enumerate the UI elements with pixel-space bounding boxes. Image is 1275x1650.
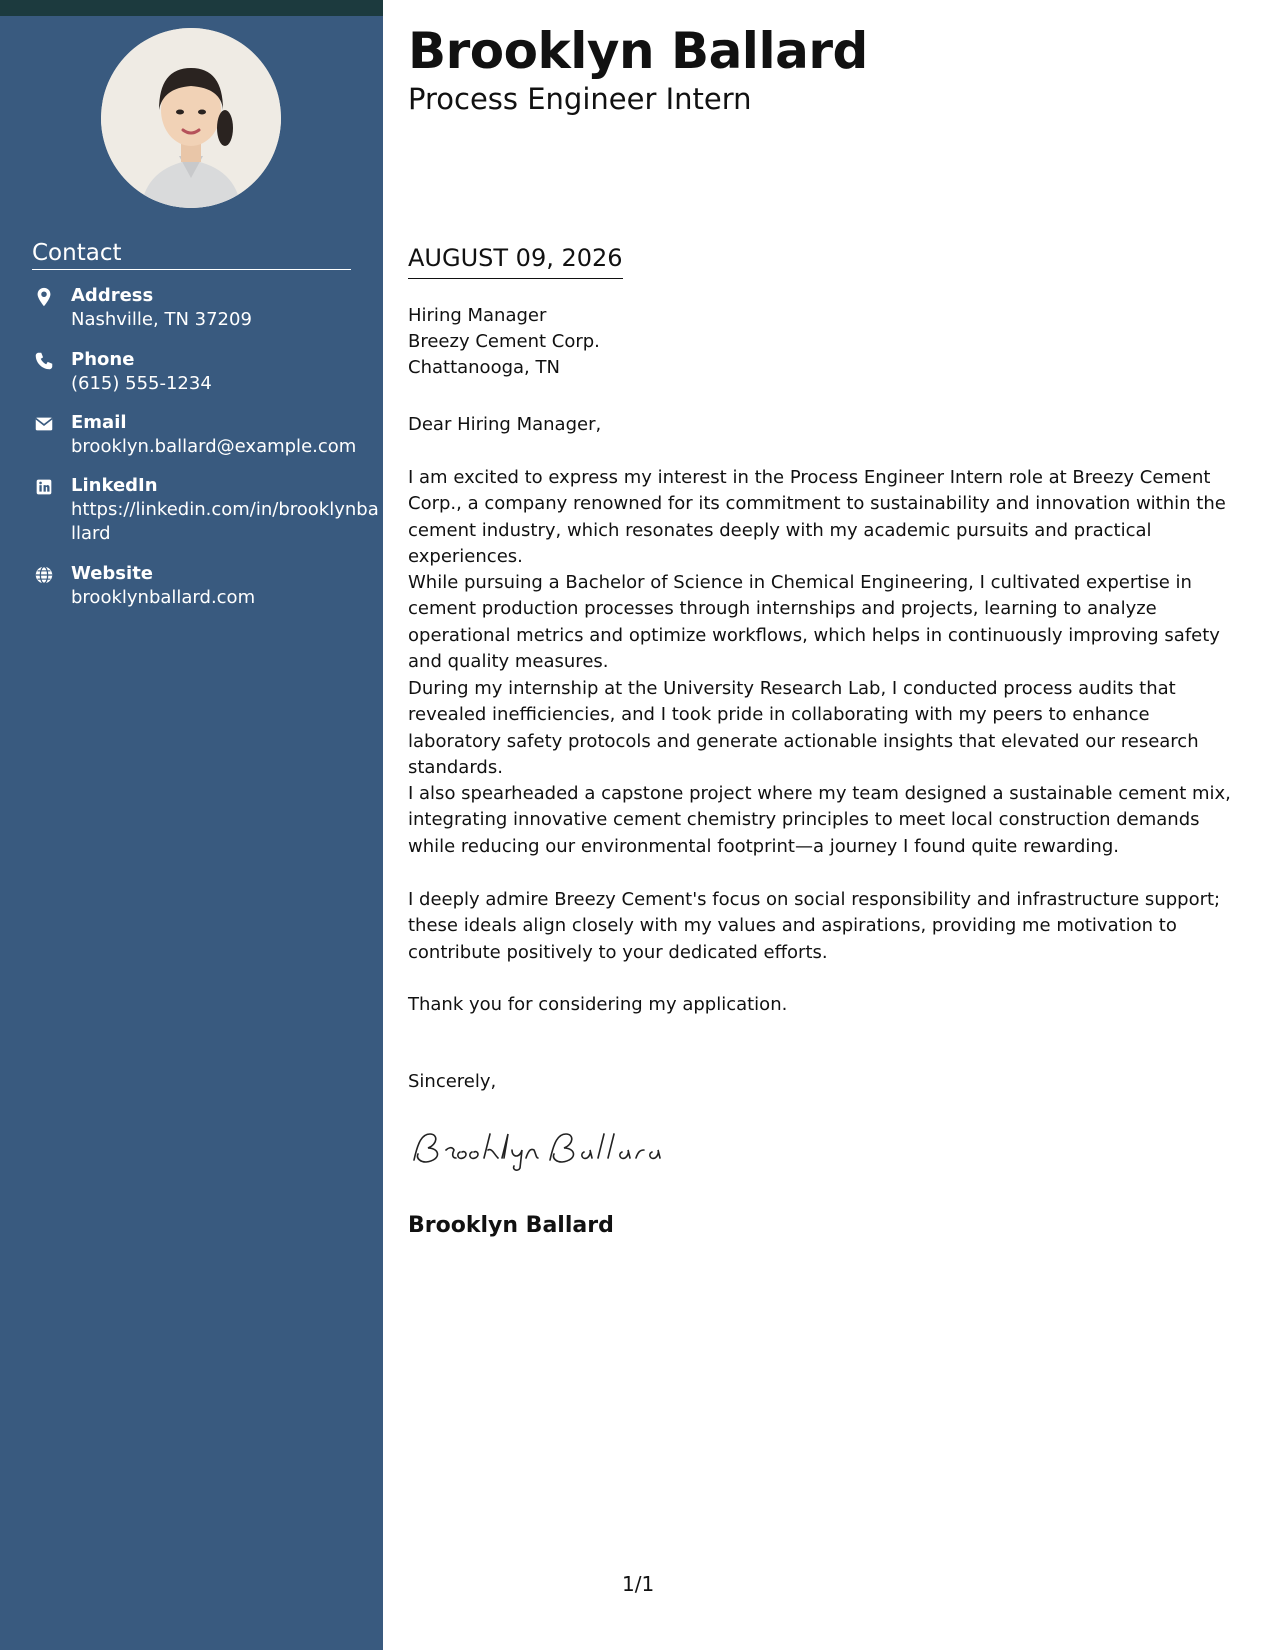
recipient-line: Hiring Manager	[408, 305, 547, 326]
recipient-line: Chattanooga, TN	[408, 357, 560, 378]
contact-label-website: Website	[71, 563, 154, 584]
sidebar	[0, 0, 383, 1650]
contact-label-linkedin: LinkedIn	[71, 475, 158, 496]
letter-date: AUGUST 09, 2026	[408, 244, 623, 279]
linkedin-icon	[32, 476, 56, 498]
contact-value-phone: (615) 555-1234	[71, 373, 212, 394]
envelope-icon	[32, 413, 56, 435]
contact-label-phone: Phone	[71, 349, 135, 370]
contact-label-address: Address	[71, 285, 154, 306]
recipient-line: Breezy Cement Corp.	[408, 331, 600, 352]
contact-heading: Contact	[32, 240, 351, 270]
letter-paragraph: I also spearheaded a capstone project where my team designed a sustainable cement mix, integrating innovative cement chemistry principles to meet local construction demands while reducing our environmental footprint—a journey I found quite rewarding.	[408, 783, 1231, 857]
website-link[interactable]: brooklynballard.com	[71, 587, 256, 608]
signed-name: Brooklyn Ballard	[408, 1213, 614, 1238]
salutation: Dear Hiring Manager,	[408, 414, 602, 435]
letter-paragraph: Thank you for considering my application.	[408, 994, 788, 1015]
contact-value-address: Nashville, TN 37209	[71, 309, 252, 330]
handwritten-signature	[408, 1124, 678, 1174]
sidebar-top-bar	[0, 0, 383, 16]
closing: Sincerely,	[408, 1071, 497, 1092]
letter-paragraph: I am excited to express my interest in the Process Engineer Intern role at Breezy Cement Corp., a company renowned for its commitment to sustainability and innovation within the cement industry, which resonates deeply with my academic pursuits and practical experiences.	[408, 467, 1226, 567]
letter-paragraph: During my internship at the University Research Lab, I conducted process audits that revealed inefficiencies, and I took pride in collaborating with my peers to enhance laboratory safety protocols and generate actionable insights that elevated our research standards.	[408, 678, 1199, 778]
letter-paragraph: I deeply admire Breezy Cement's focus on social responsibility and infrastructure support; these ideals align closely with my values and aspirations, providing me motivation to contribute positively to your dedicated efforts.	[408, 889, 1221, 963]
avatar-portrait	[101, 28, 281, 208]
globe-icon	[32, 564, 56, 586]
linkedin-link[interactable]: https://linkedin.com/in/brooklynballard	[71, 499, 379, 544]
recipient-block	[408, 303, 600, 381]
letter-paragraph: While pursuing a Bachelor of Science in Chemical Engineering, I cultivated expertise in cement production processes through internships and projects, learning to analyze operational metrics and optimize workflows, which helps in continuously improving safety and quality measures.	[408, 572, 1220, 672]
avatar	[101, 28, 281, 208]
page-number: 1/1	[622, 1572, 655, 1596]
map-pin-icon	[32, 286, 56, 308]
email-link[interactable]: brooklyn.ballard@example.com	[71, 436, 357, 457]
applicant-role: Process Engineer Intern	[408, 82, 752, 116]
contact-label-email: Email	[71, 412, 127, 433]
applicant-name: Brooklyn Ballard	[408, 22, 868, 80]
phone-icon	[32, 350, 56, 372]
